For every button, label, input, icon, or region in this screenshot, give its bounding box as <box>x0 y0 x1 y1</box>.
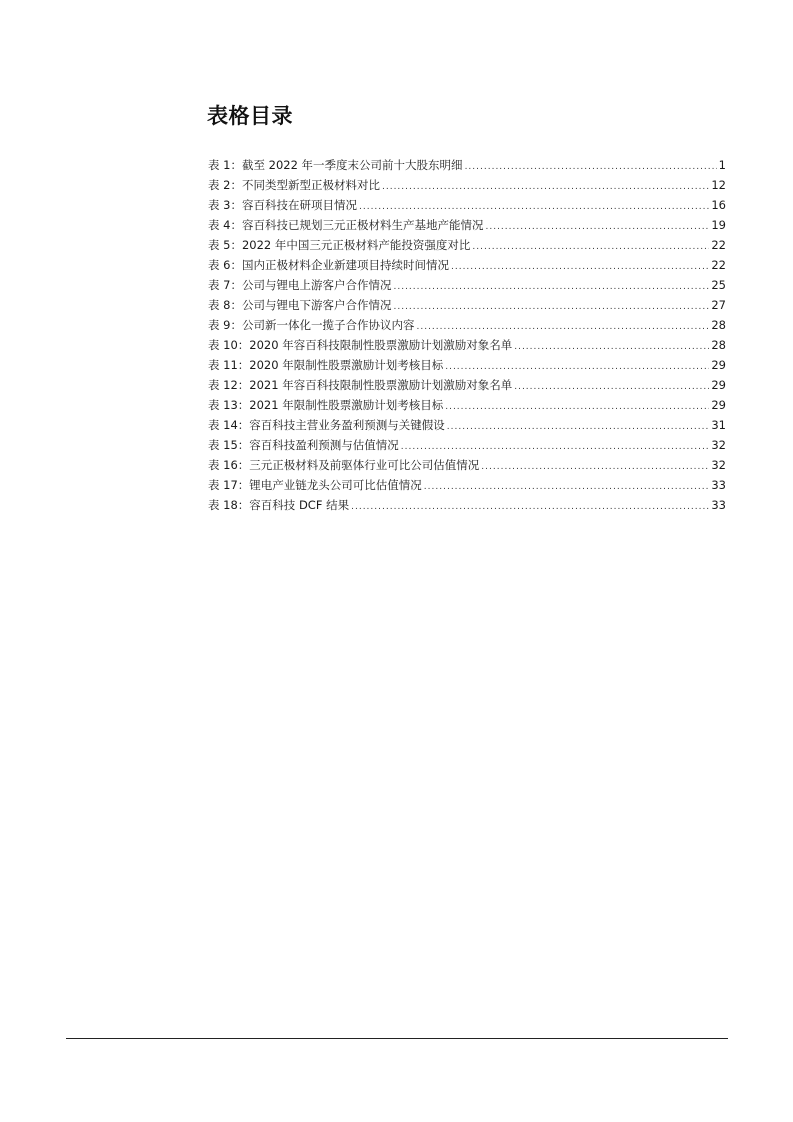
toc-entry-label[interactable]: 表 12：2021 年容百科技限制性股票激励计划激励对象名单 <box>208 378 513 392</box>
toc-dot-leader <box>424 477 710 497</box>
toc-entry[interactable] <box>208 275 726 295</box>
toc-entry-label[interactable]: 表 8：公司与锂电下游客户合作情况 <box>208 298 392 312</box>
toc-entry[interactable] <box>208 255 726 275</box>
toc-entry[interactable] <box>208 235 726 255</box>
toc-dot-leader <box>445 357 709 377</box>
toc-entry[interactable] <box>208 475 726 495</box>
toc-entry[interactable] <box>208 495 726 515</box>
toc-entry-label[interactable]: 表 3：容百科技在研项目情况 <box>208 198 357 212</box>
toc-entry-page[interactable]: 16 <box>711 198 726 212</box>
toc-dot-leader <box>447 417 710 437</box>
toc-entry-page[interactable]: 22 <box>711 258 726 272</box>
toc-entry-page[interactable]: 28 <box>711 318 726 332</box>
toc-entry-page[interactable]: 33 <box>711 498 726 512</box>
toc-entry-page[interactable]: 27 <box>711 298 726 312</box>
footer-divider <box>66 1038 728 1039</box>
toc-entry[interactable] <box>208 415 726 435</box>
toc-entry[interactable] <box>208 355 726 375</box>
toc-entry-page[interactable]: 25 <box>711 278 726 292</box>
toc-entry-label[interactable]: 表 11：2020 年限制性股票激励计划考核目标 <box>208 358 444 372</box>
toc-dot-leader <box>465 157 717 177</box>
toc-entry-label[interactable]: 表 1：截至 2022 年一季度末公司前十大股东明细 <box>208 158 463 172</box>
toc-dot-leader <box>351 497 709 517</box>
toc-dot-leader <box>401 437 710 457</box>
toc-entry[interactable] <box>208 395 726 415</box>
toc-entry-page[interactable]: 29 <box>711 358 726 372</box>
toc-entry[interactable] <box>208 315 726 335</box>
toc-dot-leader <box>393 277 709 297</box>
toc-entry-page[interactable]: 1 <box>718 158 726 172</box>
toc-dot-leader <box>514 337 709 357</box>
toc-entry[interactable] <box>208 295 726 315</box>
toc-entry-page[interactable]: 29 <box>711 378 726 392</box>
toc-entry-label[interactable]: 表 17：锂电产业链龙头公司可比估值情况 <box>208 478 422 492</box>
toc-entry[interactable] <box>208 375 726 395</box>
toc-dot-leader <box>416 317 709 337</box>
toc-entry[interactable] <box>208 215 726 235</box>
toc-dot-leader <box>359 197 709 217</box>
toc-entry-label[interactable]: 表 15：容百科技盈利预测与估值情况 <box>208 438 399 452</box>
table-of-contents <box>208 155 726 515</box>
toc-entry-label[interactable]: 表 6：国内正极材料企业新建项目持续时间情况 <box>208 258 449 272</box>
toc-entry-page[interactable]: 32 <box>711 438 726 452</box>
toc-entry-label[interactable]: 表 13：2021 年限制性股票激励计划考核目标 <box>208 398 444 412</box>
toc-entry[interactable] <box>208 195 726 215</box>
toc-entry-label[interactable]: 表 9：公司新一体化一揽子合作协议内容 <box>208 318 415 332</box>
toc-entry-label[interactable]: 表 10：2020 年容百科技限制性股票激励计划激励对象名单 <box>208 338 513 352</box>
toc-dot-leader <box>485 217 709 237</box>
toc-entry-page[interactable]: 31 <box>711 418 726 432</box>
toc-entry-label[interactable]: 表 2：不同类型新型正极材料对比 <box>208 178 380 192</box>
toc-dot-leader <box>382 177 709 197</box>
toc-dot-leader <box>481 457 709 477</box>
toc-entry-label[interactable]: 表 14：容百科技主营业务盈利预测与关键假设 <box>208 418 445 432</box>
toc-entry-label[interactable]: 表 7：公司与锂电上游客户合作情况 <box>208 278 392 292</box>
toc-entry-page[interactable]: 32 <box>711 458 726 472</box>
toc-dot-leader <box>445 397 709 417</box>
toc-entry[interactable] <box>208 175 726 195</box>
toc-entry-label[interactable]: 表 4：容百科技已规划三元正极材料生产基地产能情况 <box>208 218 484 232</box>
toc-entry[interactable] <box>208 435 726 455</box>
toc-entry-page[interactable]: 28 <box>711 338 726 352</box>
toc-entry-page[interactable]: 29 <box>711 398 726 412</box>
toc-dot-leader <box>514 377 709 397</box>
toc-entry-page[interactable]: 12 <box>711 178 726 192</box>
toc-entry[interactable] <box>208 335 726 355</box>
page-title: 表格目录 <box>207 104 293 128</box>
toc-dot-leader <box>472 237 709 257</box>
toc-entry[interactable] <box>208 455 726 475</box>
toc-entry-page[interactable]: 22 <box>711 238 726 252</box>
toc-entry-label[interactable]: 表 5：2022 年中国三元正极材料产能投资强度对比 <box>208 238 471 252</box>
toc-dot-leader <box>451 257 709 277</box>
toc-entry[interactable] <box>208 155 726 175</box>
toc-entry-label[interactable]: 表 16：三元正极材料及前驱体行业可比公司估值情况 <box>208 458 480 472</box>
toc-entry-label[interactable]: 表 18：容百科技 DCF 结果 <box>208 498 350 512</box>
toc-dot-leader <box>393 297 709 317</box>
toc-entry-page[interactable]: 33 <box>711 478 726 492</box>
toc-entry-page[interactable]: 19 <box>711 218 726 232</box>
